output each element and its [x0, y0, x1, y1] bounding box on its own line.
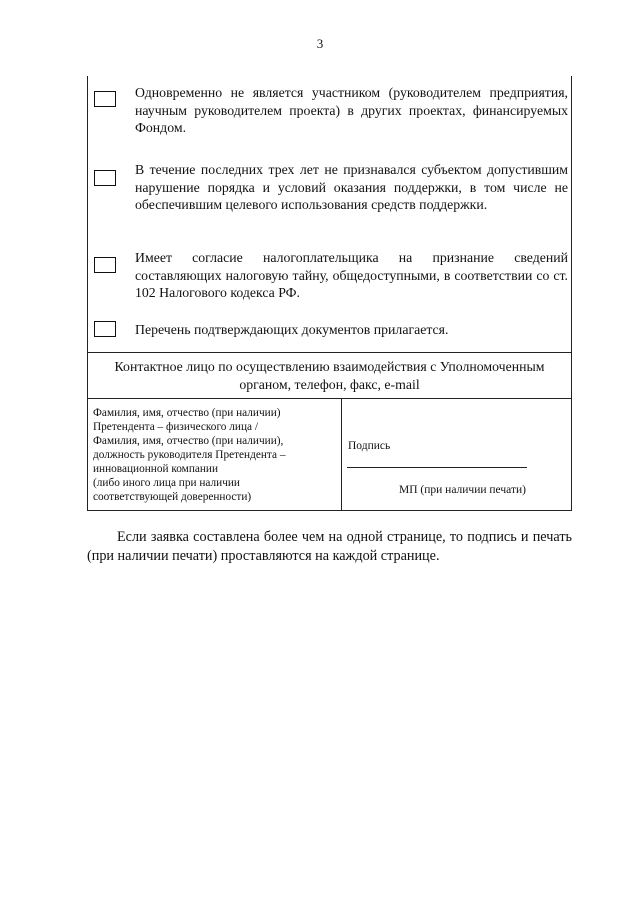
stamp-label: МП (при наличии печати) — [399, 484, 526, 496]
page-number: 3 — [316, 36, 324, 51]
applicant-name-line: соответствующей доверенности) — [93, 491, 252, 503]
signature-label: Подпись — [348, 440, 391, 452]
applicant-name-line: (либо иного лица при наличии — [93, 477, 240, 489]
applicant-name-line: Фамилия, имя, отчество (при наличии) — [93, 407, 281, 419]
table-border-bottom — [87, 510, 572, 511]
checklist-item-text: Одновременно не является участником (руководителем предприятия, научным руководителем проекта) в других проектах, финансируемых Фондом. — [135, 85, 568, 135]
table-border-right — [571, 76, 572, 510]
applicant-name-line: должность руководителя Претендента – — [93, 449, 286, 461]
checkbox[interactable] — [94, 170, 116, 186]
checkbox[interactable] — [94, 91, 116, 107]
checklist-item-text: Перечень подтверждающих документов прилагается. — [135, 322, 449, 337]
applicant-name-line: Претендента – физического лица / — [93, 421, 258, 433]
checkbox[interactable] — [94, 257, 116, 273]
application-form-table — [87, 76, 572, 511]
signature-line[interactable] — [347, 467, 527, 468]
table-column-divider — [341, 398, 342, 510]
checklist-item-text: В течение последних трех лет не признавался субъектом допустившим нарушение порядка и условий оказания поддержки, в том числе не обеспечившим целевого использования средств поддержки. — [135, 162, 568, 212]
applicant-name-cell — [93, 406, 333, 504]
checkbox[interactable] — [94, 321, 116, 337]
footnote-paragraph: Если заявка составлена более чем на одной странице, то подпись и печать (при наличии печати) проставляются на каждой странице. — [87, 529, 572, 564]
applicant-name-line: Фамилия, имя, отчество (при наличии), — [93, 435, 284, 447]
table-divider — [87, 398, 572, 399]
applicant-name-line: инновационной компании — [93, 463, 219, 475]
contact-person-header: Контактное лицо по осуществлению взаимодействия с Уполномоченным органом, телефон, факс, e-mail — [114, 359, 545, 392]
table-divider — [87, 352, 572, 353]
checklist-item-text: Имеет согласие налогоплательщика на признание сведений составляющих налоговую тайну, общедоступными, в соответствии со ст. 102 Налогового кодекса РФ. — [135, 250, 568, 300]
table-border-left — [87, 76, 88, 510]
